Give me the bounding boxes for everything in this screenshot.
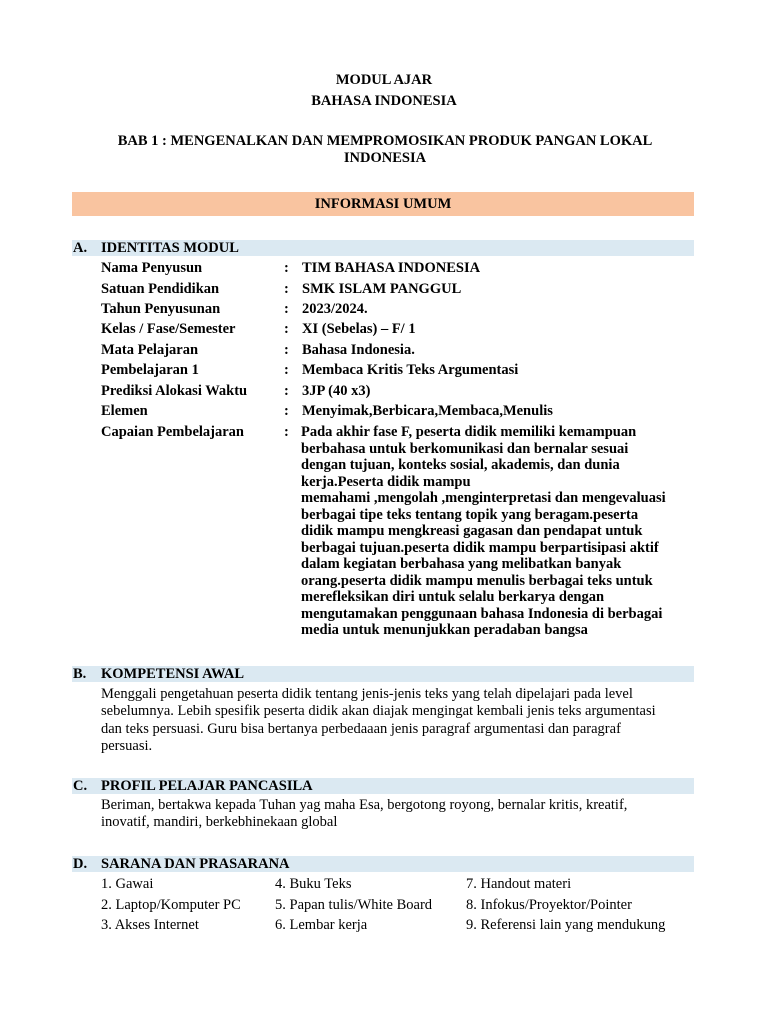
section-d-title: SARANA DAN PRASARANA (101, 856, 290, 872)
identity-value: 2023/2024. (302, 301, 368, 317)
section-a-title: IDENTITAS MODUL (101, 240, 239, 256)
identity-value: Menyimak,Berbicara,Membaca,Menulis (302, 403, 553, 419)
facilities-column-3 (466, 876, 665, 938)
identity-label: Kelas / Fase/Semester (101, 321, 236, 337)
paragraph-line: dan teks persuasi. Guru bisa bertanya perbedaaan jenis paragraf argumentasi dan paragraf (101, 720, 621, 737)
section-b-letter: B. (73, 666, 87, 682)
list-item: 1. Gawai (101, 876, 154, 892)
capaian-line: orang.peserta didik mampu menulis berbagai teks untuk (301, 572, 653, 589)
identity-row-elemen (101, 403, 701, 420)
paragraph-line: sebelumnya. Lebih spesifik peserta didik akan diajak mengingat kembali jenis teks argumentasi (101, 703, 656, 720)
document-title: MODUL AJAR (335, 72, 433, 88)
identity-colon: : (284, 321, 289, 337)
capaian-line: dengan tujuan, konteks sosial, akademis, dan dunia (301, 457, 620, 473)
capaian-text (301, 424, 701, 639)
identity-row-pembelajaran (101, 362, 701, 379)
list-item: 4. Buku Teks (275, 876, 352, 892)
identity-value: SMK ISLAM PANGGUL (302, 281, 462, 297)
document-subtitle: BAHASA INDONESIA (311, 93, 457, 109)
identity-label: Mata Pelajaran (101, 342, 199, 358)
capaian-line: dalam kegiatan berbahasa yang melibatkan banyak (301, 556, 622, 572)
identity-colon: : (284, 260, 289, 276)
capaian-line: didik mampu mengkreasi gagasan dan pendapat untuk (301, 523, 643, 539)
identity-colon: : (284, 342, 289, 358)
identity-colon: : (284, 362, 289, 378)
capaian-line: merefleksikan diri untuk selalu berkarya dengan (301, 589, 605, 605)
capaian-line: kerja.Peserta didik mampu (301, 473, 471, 490)
list-item: 8. Infokus/Proyektor/Pointer (466, 896, 632, 913)
facilities-column-1 (101, 876, 241, 938)
capaian-line: berbagai tujuan.peserta didik mampu berpartisipasi aktif (301, 539, 659, 556)
paragraph-line: inovatif, mandiri, berkebhinekaan global (101, 814, 338, 831)
identity-row-kelas (101, 321, 701, 338)
identity-colon: : (284, 281, 289, 297)
chapter-title-line2: INDONESIA (343, 150, 427, 166)
capaian-line: Pada akhir fase F, peserta didik memiliki kemampuan (301, 424, 637, 440)
section-c-letter: C. (73, 778, 88, 794)
identity-label: Elemen (101, 403, 148, 419)
identity-colon: : (284, 383, 289, 399)
capaian-line: media untuk menunjukkan peradaban bangsa (301, 622, 588, 638)
paragraph-line: Beriman, bertakwa kepada Tuhan yag maha Esa, bergotong royong, bernalar kritis, kreatif, (101, 797, 628, 813)
identity-row-mapel (101, 342, 701, 359)
capaian-line: berbagai tipe teks tentang topik yang beragam.peserta (301, 506, 639, 523)
identity-value: TIM BAHASA INDONESIA (302, 260, 481, 276)
identity-value: Bahasa Indonesia. (302, 342, 415, 358)
identity-label: Satuan Pendidikan (101, 281, 220, 297)
list-item: 5. Papan tulis/White Board (275, 896, 433, 913)
capaian-line: berbahasa untuk berkomunikasi dan bernalar sesuai (301, 440, 629, 457)
list-item: 2. Laptop/Komputer PC (101, 896, 241, 913)
section-a-letter: A. (73, 240, 88, 256)
list-item: 6. Lembar kerja (275, 917, 368, 933)
identity-value: 3JP (40 x3) (302, 383, 371, 399)
identity-row-alokasi (101, 383, 701, 400)
identity-label: Prediksi Alokasi Waktu (101, 383, 248, 399)
identity-label: Nama Penyusun (101, 260, 203, 276)
paragraph-line: persuasi. (101, 737, 153, 754)
identity-colon: : (284, 301, 289, 317)
list-item: 7. Handout materi (466, 876, 572, 892)
identity-colon: : (284, 403, 289, 419)
identity-value: Membaca Kritis Teks Argumentasi (302, 362, 519, 378)
identity-label: Tahun Penyusunan (101, 301, 221, 317)
paragraph-line: Menggali pengetahuan peserta didik tentang jenis-jenis teks yang telah dipelajari pada level (101, 686, 633, 702)
identity-row-satuan (101, 281, 701, 298)
identity-row-tahun (101, 301, 701, 318)
section-b-title: KOMPETENSI AWAL (101, 666, 245, 682)
capaian-line: memahami ,mengolah ,menginterpretasi dan mengevaluasi (301, 490, 666, 506)
section-c-title: PROFIL PELAJAR PANCASILA (101, 778, 313, 794)
list-item: 3. Akses Internet (101, 917, 199, 933)
capaian-colon: : (284, 424, 289, 440)
identity-value: XI (Sebelas) – F/ 1 (302, 321, 416, 337)
facilities-column-2 (275, 876, 432, 938)
identity-label: Pembelajaran 1 (101, 362, 199, 378)
info-banner: INFORMASI UMUM (72, 192, 694, 216)
section-b-body (101, 686, 701, 755)
identity-row-penyusun (101, 260, 701, 277)
section-d-letter: D. (73, 856, 88, 872)
capaian-label: Capaian Pembelajaran (101, 424, 244, 440)
section-c-body (101, 797, 701, 832)
capaian-line: mengutamakan penggunaan bahasa Indonesia di berbagai (301, 605, 663, 622)
chapter-title-line1: BAB 1 : MENGENALKAN DAN MEMPROMOSIKAN PRODUK PANGAN LOKAL (117, 133, 653, 149)
list-item: 9. Referensi lain yang mendukung (466, 917, 666, 933)
